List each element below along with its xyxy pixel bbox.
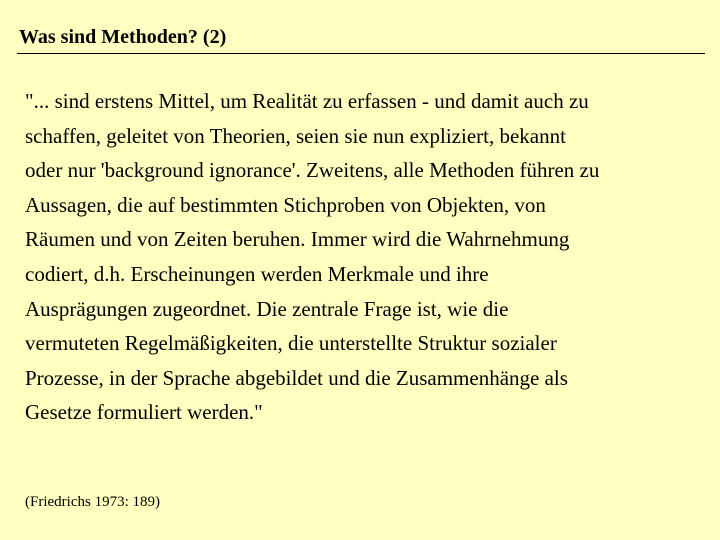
quote-line: codiert, d.h. Erscheinungen werden Merkmale und ihre <box>25 261 489 286</box>
citation: (Friedrichs 1973: 189) <box>25 494 160 510</box>
quote-line: oder nur 'background ignorance'. Zweitens, alle Methoden führen zu <box>25 158 600 183</box>
quote-block <box>25 84 705 430</box>
quote-line: Prozesse, in der Sprache abgebildet und die Zusammenhänge als <box>25 365 568 390</box>
title-divider <box>17 53 705 54</box>
quote-line: "... sind erstens Mittel, um Realität zu erfassen - und damit auch zu <box>25 89 589 113</box>
quote-line: Räumen und von Zeiten beruhen. Immer wird die Wahrnehmung <box>25 227 570 252</box>
slide-title: Was sind Methoden? (2) <box>19 26 227 48</box>
quote-line: Aussagen, die auf bestimmten Stichproben von Objekten, von <box>25 192 546 217</box>
quote-line: Gesetze formuliert werden." <box>25 400 263 425</box>
quote-line: Ausprägungen zugeordnet. Die zentrale Frage ist, wie die <box>25 296 509 321</box>
quote-line: vermuteten Regelmäßigkeiten, die unterstellte Struktur sozialer <box>25 331 557 356</box>
quote-line: schaffen, geleitet von Theorien, seien sie nun expliziert, bekannt <box>25 123 566 148</box>
